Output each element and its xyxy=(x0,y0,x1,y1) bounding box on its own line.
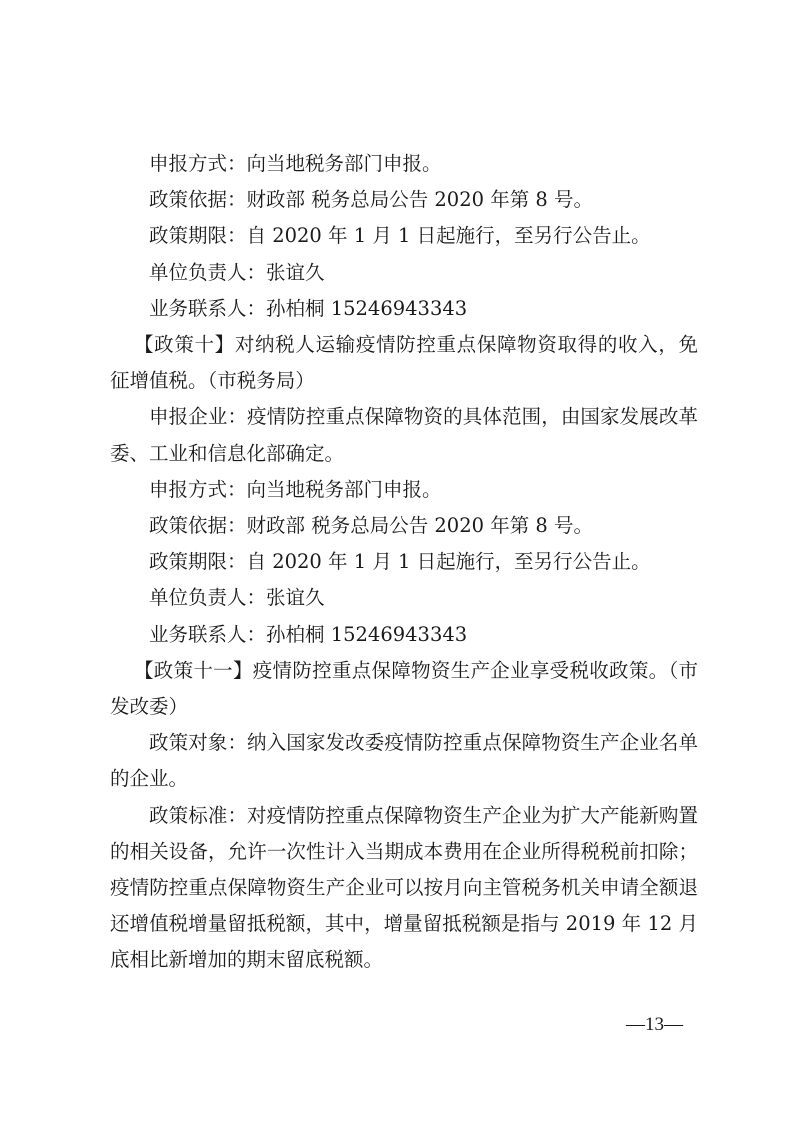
policy-ten-heading: 【政策十】对纳税人运输疫情防控重点保障物资取得的收入，免征增值税。（市税务局） xyxy=(110,333,698,393)
responsible-person-1: 单位负责人：张谊久 xyxy=(149,260,325,284)
policy-target: 政策对象：纳入国家发改委疫情防控重点保障物资生产企业名单的企业。 xyxy=(110,731,698,791)
policy-eleven-heading: 【政策十一】疫情防控重点保障物资生产企业享受税收政策。（市发改委） xyxy=(110,658,698,719)
policy-basis-2: 政策依据：财政部 税务总局公告 2020 年第 8 号。 xyxy=(149,514,594,538)
contact-person-2: 业务联系人：孙柏桐 15246943343 xyxy=(149,622,468,646)
responsible-person-2: 单位负责人：张谊久 xyxy=(149,586,325,610)
policy-basis-1: 政策依据：财政部 税务总局公告 2020 年第 8 号。 xyxy=(149,188,594,212)
policy-period-1: 政策期限：自 2020 年 1 月 1 日起施行，至另行公告止。 xyxy=(149,224,651,248)
declaring-enterprise: 申报企业：疫情防控重点保障物资的具体范围，由国家发展改革委、工业和信息化部确定。 xyxy=(110,405,698,465)
contact-person-1: 业务联系人：孙柏桐 15246943343 xyxy=(149,296,468,320)
document-body xyxy=(110,146,698,979)
policy-period-2: 政策期限：自 2020 年 1 月 1 日起施行，至另行公告止。 xyxy=(149,550,651,574)
declaration-method-1: 申报方式：向当地税务部门申报。 xyxy=(149,152,442,175)
page-number: —13— xyxy=(626,1014,683,1035)
declaration-method-2: 申报方式：向当地税务部门申报。 xyxy=(149,477,442,501)
policy-standard: 政策标准：对疫情防控重点保障物资生产企业为扩大产能新购置的相关设备，允许一次性计入当期成本费用在企业所得税税前扣除；疫情防控重点保障物资生产企业可以按月向主管税务机关申请全额退还增值税增量留抵税额，其中，增量留抵税额是指与 2019 年 12 月底相比新增加的期末留底税额。 xyxy=(110,803,698,972)
